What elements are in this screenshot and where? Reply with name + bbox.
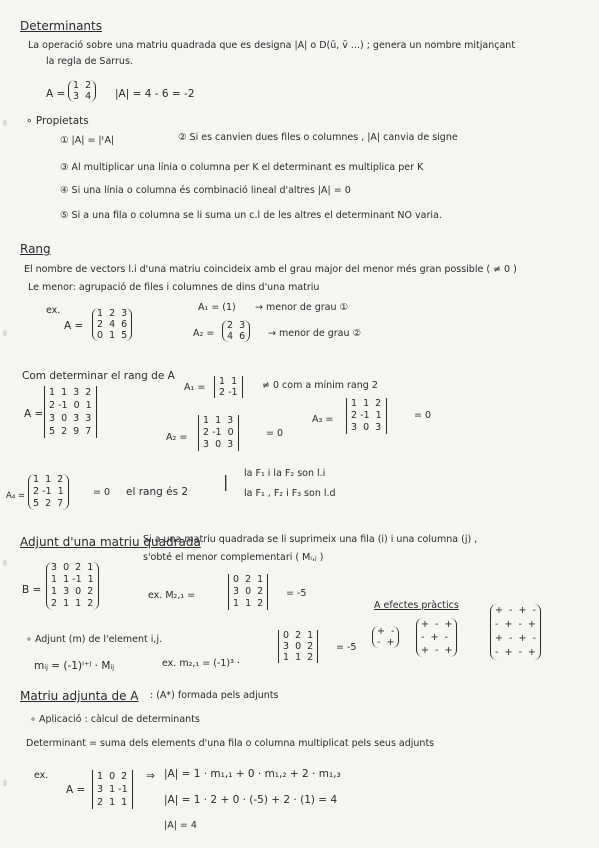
example-matrix: 1 2 3 4: [68, 80, 96, 102]
separator: |: [223, 472, 229, 491]
B-matrix: 3 0 2 1 1 1 -1 1 1 3 0 2 2 1 1 2: [46, 562, 99, 610]
menor-A2-matrix: 2 3 4 6: [222, 320, 250, 342]
big-A-matrix: 1 1 3 2 2 -1 0 1 3 0 3 3 5 2 9 7: [44, 386, 97, 438]
adjunta-ex-label: ex.: [34, 770, 49, 781]
adjunt-ex-result: = -5: [336, 642, 357, 653]
property-2: ② Si es canvien dues files o columnes , |A| canvia de signe: [178, 132, 458, 143]
A1b-matrix: 1 1 2 -1: [214, 376, 243, 398]
menor-A1: A₁ = (1): [198, 302, 236, 313]
rang-conclusion: el rang és 2: [126, 486, 189, 498]
determinants-intro-2: la regla de Sarrus.: [46, 56, 133, 67]
A3b-label: A₃ =: [312, 414, 334, 425]
section-title-adjunta: Matriu adjunta de A: [20, 689, 139, 703]
menor-A2-label: A₂ =: [193, 328, 215, 339]
adjunta-title-rest: : (A*) formada pels adjunts: [150, 690, 279, 701]
adjunt-ex-label: ex. m₂,₁ = (-1)³ ·: [162, 658, 240, 669]
A1b-label: A₁ =: [184, 382, 206, 393]
A4b-matrix: 1 1 2 2 -1 1 5 2 7: [28, 474, 69, 510]
adjunta-definition: Determinant = suma dels elements d'una fila o columna multiplicat pels seus adjunts: [26, 738, 435, 749]
punch-hole: [3, 780, 7, 786]
M21-label: ex. M₂,₁ =: [148, 590, 196, 601]
M21-result: = -5: [286, 588, 307, 599]
A3b-matrix: 1 1 2 2 -1 1 3 0 3: [346, 398, 387, 434]
A3b-eq: = 0: [414, 410, 432, 421]
M21-matrix: 0 2 1 3 0 2 1 1 2: [228, 574, 268, 610]
practical-title: A efectes pràctics: [374, 600, 459, 611]
menor-A1-note: → menor de grau ①: [255, 302, 349, 313]
A2b-label: A₂ =: [166, 432, 188, 443]
calc-line-2: |A| = 1 · 2 + 0 · (-5) + 2 · (1) = 4: [164, 794, 338, 806]
adjunt-desc-2: s'obté el menor complementari ( Mᵢ,ⱼ ): [143, 552, 324, 563]
properties-title: ∘ Propietats: [26, 115, 89, 127]
adjunt-ex-matrix: 0 2 1 3 0 2 1 1 2: [278, 630, 318, 663]
example-matrix-label: A =: [46, 88, 66, 100]
section-title-rang: Rang: [20, 242, 51, 256]
punch-hole: [3, 330, 7, 336]
adjunt-desc-1: Si a una matriu quadrada se li suprimeix una fila (i) i una columna (j) ,: [143, 534, 478, 545]
property-5: ⑤ Si a una fila o columna se li suma un c.l de les altres el determinant NO varia.: [60, 210, 442, 221]
A2b-matrix: 1 1 3 2 -1 0 3 0 3: [198, 415, 239, 451]
implies-arrow: ⇒: [146, 770, 155, 782]
section-title-adjunt: Adjunt d'una matriu quadrada: [20, 535, 201, 549]
punch-hole: [3, 120, 7, 126]
determinants-intro: La operació sobre una matriu quadrada que es designa |A| o D(ū, v̄ ...) ; genera un nombre mitjançant: [28, 40, 516, 51]
property-3: ③ Al multiplicar una línia o columna per K el determinant es multiplica per K: [60, 162, 424, 173]
punch-hole: [3, 560, 7, 566]
property-4: ④ Si una línia o columna és combinació lineal d'altres |A| = 0: [60, 185, 351, 196]
menor-A2-note: → menor de grau ②: [268, 328, 362, 339]
B-label: B =: [22, 584, 42, 596]
example-result: |A| = 4 - 6 = -2: [115, 88, 195, 100]
rang-ex-label: ex.: [46, 305, 61, 316]
sign-matrix-3: + - + - + - + - +: [416, 618, 457, 657]
calc-line-3: |A| = 4: [164, 820, 197, 831]
dependence-2: la F₁ , F₂ i F₃ son l.d: [244, 488, 336, 499]
rang-A-matrix: 1 2 3 2 4 6 0 1 5: [92, 308, 132, 341]
A4b-label: A₄ =: [6, 491, 26, 501]
section-title-determinants: Determinants: [20, 19, 102, 33]
rang-A-label: A =: [64, 320, 84, 332]
adjunt-definition: ∘ Adjunt (m) de l'element i,j.: [26, 634, 163, 645]
sign-matrix-4: + - + - - + - + + - + - - + - +: [490, 604, 541, 660]
adjunta-A-matrix: 1 0 2 3 1 -1 2 1 1: [92, 770, 133, 809]
calc-line-1: |A| = 1 · m₁,₁ + 0 · m₁,₂ + 2 · m₁,₃: [164, 768, 341, 780]
A2b-eq: = 0: [266, 428, 284, 439]
property-1: ① |A| = |ᵗA|: [60, 135, 115, 146]
A1b-note: ≠ 0 com a mínim rang 2: [262, 380, 378, 391]
adjunt-formula: mᵢⱼ = (-1)ⁱ⁺ʲ · Mᵢⱼ: [34, 660, 115, 672]
dependence-1: la F₁ i la F₂ son l.i: [244, 468, 326, 479]
menor-definition: Le menor: agrupació de files i columnes de dins d'una matriu: [28, 282, 320, 293]
big-A-label: A =: [24, 408, 44, 420]
rang-definition: El nombre de vectors l.i d'una matriu coincideix amb el grau major del menor més gran possible ( ≠ 0 ): [24, 264, 517, 275]
adjunta-A-label: A =: [66, 784, 86, 796]
A4b-eq: = 0: [93, 487, 111, 498]
sign-matrix-2: + - - +: [372, 626, 399, 648]
adjunta-application: ∘ Aplicació : càlcul de determinants: [30, 714, 200, 725]
how-title: Com determinar el rang de A: [22, 370, 175, 382]
